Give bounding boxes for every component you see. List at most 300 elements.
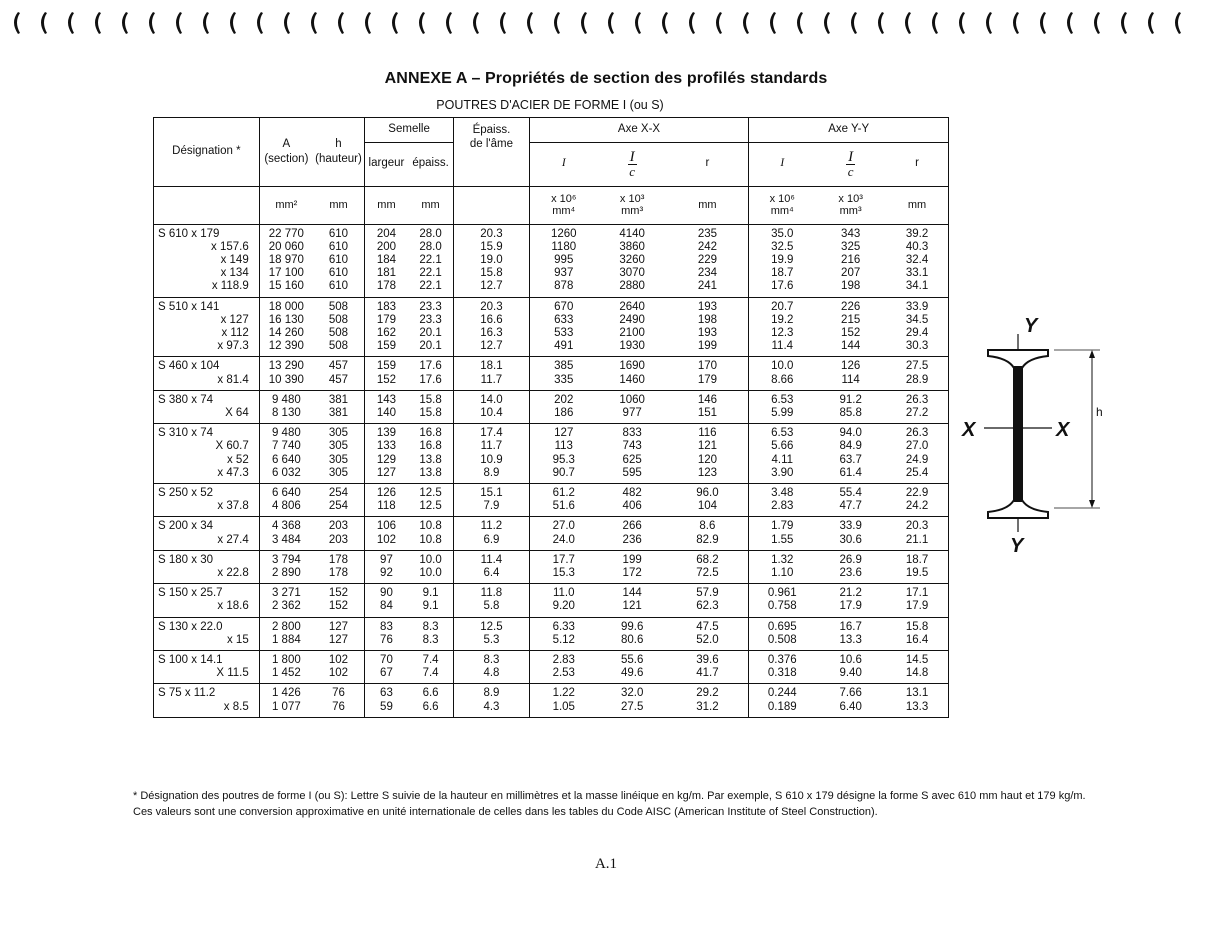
value-cell: 8 130 <box>259 407 313 424</box>
value-cell: 12.5 <box>454 617 530 634</box>
value-cell: 104 <box>697 500 717 513</box>
value-cell: 0.695 <box>749 617 815 634</box>
page-number: A.1 <box>594 856 618 872</box>
value-cell: 3070 <box>619 267 645 280</box>
value-cell: 97 <box>364 550 407 567</box>
binding-holes <box>0 8 1200 68</box>
value-cell: 23.6 <box>839 566 862 579</box>
value-cell: 203 <box>328 533 349 546</box>
value-cell: 28.0 <box>419 240 442 253</box>
value-cell: 26.3 <box>886 390 948 407</box>
designation-cell: x 27.4 <box>217 533 249 546</box>
value-cell: 995 <box>529 254 598 267</box>
binding-hole <box>797 12 803 34</box>
value-cell: 325 <box>841 240 861 253</box>
value-cell: 21.2 <box>815 584 886 601</box>
value-cell: 1.79 <box>749 517 815 534</box>
value-cell: 91.2 <box>815 390 886 407</box>
value-cell: 127 <box>364 467 407 484</box>
value-cell: 55.4 <box>815 483 886 500</box>
value-cell: 178 <box>364 280 407 297</box>
dim-arrow-bottom <box>1089 500 1095 508</box>
value-cell: 335 <box>529 374 598 391</box>
header-height: h (hauteur) <box>313 118 364 186</box>
value-cell: 178 <box>313 550 364 567</box>
value-cell: 1.32 <box>749 550 815 567</box>
value-cell: 743 <box>622 440 642 453</box>
binding-hole <box>743 12 749 34</box>
designation-cell: x 134 <box>220 267 249 280</box>
value-cell: 126 <box>815 357 886 374</box>
units-designation <box>154 186 259 224</box>
value-cell: 13.8 <box>419 466 442 479</box>
value-cell: 215 <box>841 313 861 326</box>
value-cell: 152 <box>364 374 407 391</box>
value-cell: 80.6 <box>620 633 644 646</box>
footnote: * Désignation des poutres de forme I (ou S): Lettre S suivie de la hauteur en millimètres et la masse linéique en kg/m. Par exemple, S 610 x 179 désigne la forme S avec 610 mm haut et 179 kg/m. Ces valeurs sont une conversion approximative en unité internationale de celles dans les tables du Code AISC (American Institute of Steel Construction). <box>133 790 1086 818</box>
binding-hole <box>95 12 101 34</box>
value-cell: 8.9 <box>454 467 530 484</box>
table-row <box>154 440 948 453</box>
value-cell: 186 <box>529 407 598 424</box>
value-cell: 12.7 <box>454 340 530 357</box>
binding-hole <box>122 12 128 34</box>
value-cell: 144 <box>598 584 667 601</box>
value-cell: 236 <box>622 533 642 546</box>
table-row <box>154 467 948 484</box>
value-cell: 118 <box>364 500 407 517</box>
value-cell: 30.3 <box>905 340 929 353</box>
value-cell: 11.0 <box>529 584 598 601</box>
binding-hole <box>68 12 74 34</box>
table-row <box>154 297 948 314</box>
value-cell: 2880 <box>619 280 645 293</box>
value-cell: 305 <box>328 466 349 479</box>
value-cell: 90.7 <box>529 467 598 484</box>
value-cell: 1 800 <box>259 650 313 667</box>
value-cell: 1690 <box>598 357 667 374</box>
value-cell: 102 <box>313 650 364 667</box>
value-cell: 11.8 <box>454 584 530 601</box>
value-cell: 1 077 <box>259 701 313 717</box>
value-cell: 202 <box>529 390 598 407</box>
units-Ix: x 10⁶ mm⁴ <box>529 186 598 224</box>
value-cell: 63 <box>364 684 407 701</box>
value-cell: 610 <box>328 253 349 266</box>
value-cell: 406 <box>622 500 642 513</box>
value-cell: 6.6 <box>408 684 454 701</box>
value-cell: 32.0 <box>598 684 667 701</box>
units-Sy: x 10³ mm³ <box>815 186 886 224</box>
table-row <box>154 584 948 601</box>
table-row <box>154 701 948 717</box>
dim-arrow-top <box>1089 350 1095 358</box>
label-y-top: Y <box>1024 315 1038 337</box>
binding-hole <box>554 12 560 34</box>
table-row <box>154 500 948 517</box>
value-cell: 114 <box>841 373 860 386</box>
value-cell: 4 806 <box>259 500 313 517</box>
value-cell: 533 <box>529 327 598 340</box>
table-row <box>154 667 948 684</box>
designation-cell: x 52 <box>226 453 249 466</box>
value-cell: 10.6 <box>815 650 886 667</box>
value-cell: 19.5 <box>905 566 929 579</box>
value-cell: 34.5 <box>905 313 929 326</box>
value-cell: 99.6 <box>598 617 667 634</box>
value-cell: 10.8 <box>408 517 454 534</box>
value-cell: 181 <box>364 267 407 280</box>
value-cell: 52.0 <box>696 633 719 646</box>
value-cell: 2 890 <box>259 567 313 584</box>
header-Sy: $\frac{I}{c}$ <box>815 142 886 186</box>
value-cell: 2 800 <box>259 617 313 634</box>
value-cell: 15.8 <box>408 390 454 407</box>
value-cell: 491 <box>529 340 598 357</box>
value-cell: 4.3 <box>454 701 530 717</box>
value-cell: 234 <box>697 267 717 280</box>
table-row <box>154 407 948 424</box>
value-cell: 508 <box>328 326 349 339</box>
value-cell: 6.53 <box>749 390 815 407</box>
value-cell: 508 <box>328 313 349 326</box>
value-cell: 14 260 <box>259 327 313 340</box>
binding-hole <box>311 12 317 34</box>
label-x-left: X <box>962 419 976 441</box>
value-cell: 33.1 <box>905 267 929 280</box>
value-cell: 24.9 <box>905 453 929 466</box>
value-cell: 5.3 <box>454 634 530 651</box>
value-cell: 10.0 <box>749 357 815 374</box>
value-cell: 179 <box>364 314 407 327</box>
value-cell: 226 <box>815 297 886 314</box>
value-cell: 1.22 <box>529 684 598 701</box>
value-cell: 305 <box>313 424 364 441</box>
value-cell: 22 770 <box>259 224 313 241</box>
value-cell: 241 <box>697 280 717 293</box>
value-cell: 140 <box>364 407 407 424</box>
value-cell: 139 <box>364 424 407 441</box>
value-cell: 84 <box>364 600 407 617</box>
value-cell: 670 <box>529 297 598 314</box>
value-cell: 76 <box>332 700 345 713</box>
value-cell: 833 <box>598 424 667 441</box>
value-cell: 17.9 <box>839 600 862 613</box>
value-cell: 18.1 <box>454 357 530 374</box>
value-cell: 2.83 <box>529 650 598 667</box>
binding-hole <box>176 12 182 34</box>
binding-hole <box>770 12 776 34</box>
value-cell: 18.7 <box>749 267 815 280</box>
designation-cell: x 47.3 <box>217 466 249 479</box>
value-cell: 184 <box>364 254 407 267</box>
value-cell: 457 <box>313 357 364 374</box>
units-area: mm² <box>259 186 313 224</box>
value-cell: 254 <box>328 500 349 513</box>
page-title: ANNEXE A – Propriétés de section des profilés standards <box>384 70 828 87</box>
units-rx: mm <box>666 186 748 224</box>
designation-cell: x 149 <box>220 253 249 266</box>
designation-cell: x 118.9 <box>211 280 249 293</box>
binding-hole <box>851 12 857 34</box>
value-cell: 5.99 <box>749 407 815 424</box>
units-Sx: x 10³ mm³ <box>598 186 667 224</box>
value-cell: 1 884 <box>259 634 313 651</box>
value-cell: 385 <box>529 357 598 374</box>
value-cell: 6 640 <box>259 483 313 500</box>
value-cell: 27.5 <box>620 700 644 713</box>
value-cell: 7.66 <box>815 684 886 701</box>
designation-cell: S 200 x 34 <box>154 517 259 534</box>
value-cell: 343 <box>841 227 861 240</box>
table-row <box>154 254 948 267</box>
value-cell: 14.5 <box>886 650 948 667</box>
table-row <box>154 267 948 280</box>
value-cell: 96.0 <box>666 483 748 500</box>
value-cell: 15.8 <box>419 406 442 419</box>
value-cell: 13.1 <box>886 684 948 701</box>
value-cell: 204 <box>364 224 407 241</box>
value-cell: 20.1 <box>419 326 442 339</box>
value-cell: 200 <box>364 241 407 254</box>
value-cell: 33.9 <box>886 297 948 314</box>
value-cell: 7.4 <box>422 667 439 680</box>
header-flange-thickness: épaiss. <box>408 142 454 186</box>
designation-cell: S 380 x 74 <box>154 390 259 407</box>
value-cell: 4.11 <box>749 454 815 467</box>
designation-cell: S 150 x 25.7 <box>154 584 259 601</box>
value-cell: 83 <box>364 617 407 634</box>
value-cell: 16.6 <box>454 314 530 327</box>
value-cell: 146 <box>666 390 748 407</box>
value-cell: 15.9 <box>454 241 530 254</box>
binding-hole <box>392 12 398 34</box>
binding-hole <box>1121 12 1127 34</box>
value-cell: 15.8 <box>886 617 948 634</box>
value-cell: 29.2 <box>666 684 748 701</box>
table-row <box>154 280 948 297</box>
value-cell: 47.5 <box>666 617 748 634</box>
value-cell: 17.6 <box>419 373 442 386</box>
designation-cell: x 97.3 <box>217 340 249 353</box>
value-cell: 159 <box>364 340 407 357</box>
value-cell: 0.961 <box>749 584 815 601</box>
value-cell: 7 740 <box>259 440 313 453</box>
value-cell: 151 <box>697 406 717 419</box>
value-cell: 49.6 <box>620 667 644 680</box>
value-cell: 127 <box>313 617 364 634</box>
binding-hole <box>500 12 506 34</box>
value-cell: 381 <box>313 390 364 407</box>
value-cell: 90 <box>364 584 407 601</box>
value-cell: 17.7 <box>529 550 598 567</box>
binding-hole <box>203 12 209 34</box>
value-cell: 16.8 <box>408 424 454 441</box>
value-cell: 26.3 <box>886 424 948 441</box>
binding-hole <box>284 12 290 34</box>
binding-hole <box>230 12 236 34</box>
header-rx: r <box>666 142 748 186</box>
value-cell: 3260 <box>619 253 645 266</box>
binding-hole <box>986 12 992 34</box>
value-cell: 22.1 <box>419 253 442 266</box>
value-cell: 13 290 <box>259 357 313 374</box>
value-cell: 17.1 <box>886 584 948 601</box>
units-ry: mm <box>886 186 948 224</box>
value-cell: 70 <box>364 650 407 667</box>
binding-hole <box>149 12 155 34</box>
value-cell: 1.10 <box>749 567 815 584</box>
value-cell: 68.2 <box>666 550 748 567</box>
value-cell: 6.40 <box>839 700 862 713</box>
value-cell: 116 <box>666 424 748 441</box>
designation-cell: S 610 x 179 <box>158 227 220 240</box>
section-properties-table <box>154 118 948 717</box>
value-cell: 199 <box>598 550 667 567</box>
value-cell: 2.53 <box>529 667 598 684</box>
value-cell: 102 <box>328 667 349 680</box>
value-cell: 10 390 <box>259 374 313 391</box>
value-cell: 17.6 <box>749 280 815 297</box>
binding-hole <box>1040 12 1046 34</box>
value-cell: 28.9 <box>905 373 929 386</box>
value-cell: 5.8 <box>454 600 530 617</box>
value-cell: 120 <box>697 453 717 466</box>
binding-hole <box>446 12 452 34</box>
value-cell: 26.9 <box>815 550 886 567</box>
table-row <box>154 617 948 634</box>
binding-hole <box>365 12 371 34</box>
value-cell: 610 <box>328 240 349 253</box>
value-cell: 11.2 <box>454 517 530 534</box>
value-cell: 242 <box>697 240 717 253</box>
value-cell: 14.8 <box>905 667 929 680</box>
value-cell: 61.4 <box>839 466 862 479</box>
value-cell: 126 <box>364 483 407 500</box>
value-cell: 21.1 <box>905 533 929 546</box>
value-cell: 61.2 <box>529 483 598 500</box>
table-row <box>154 390 948 407</box>
designation-cell: x 22.8 <box>217 566 249 579</box>
value-cell: 235 <box>697 227 717 240</box>
value-cell: 3 484 <box>259 534 313 551</box>
binding-hole <box>878 12 884 34</box>
value-cell: 3860 <box>619 240 645 253</box>
value-cell: 14.0 <box>454 390 530 407</box>
value-cell: 170 <box>666 357 748 374</box>
units-thickness: mm <box>408 186 454 224</box>
table-row <box>154 374 948 391</box>
value-cell: 178 <box>328 566 349 579</box>
value-cell: 10.4 <box>454 407 530 424</box>
value-cell: 625 <box>622 453 642 466</box>
value-cell: 27.2 <box>905 406 929 419</box>
value-cell: 12.5 <box>408 483 454 500</box>
value-cell: 13.3 <box>905 700 929 713</box>
value-cell: 8.66 <box>749 374 815 391</box>
value-cell: 106 <box>364 517 407 534</box>
value-cell: 9.1 <box>422 600 439 613</box>
value-cell: 508 <box>313 297 364 314</box>
designation-cell: x 37.8 <box>217 500 249 513</box>
value-cell: 198 <box>697 313 717 326</box>
designation-cell: S 75 x 11.2 <box>154 684 259 701</box>
value-cell: 85.8 <box>839 406 862 419</box>
value-cell: 9.40 <box>839 667 862 680</box>
table-row <box>154 357 948 374</box>
value-cell: 3 794 <box>259 550 313 567</box>
value-cell: 0.189 <box>749 701 815 717</box>
designation-cell: X 64 <box>225 406 249 419</box>
designation-cell: x 81.4 <box>217 373 249 386</box>
value-cell: 35.0 <box>749 224 815 241</box>
binding-hole <box>932 12 938 34</box>
value-cell: 0.508 <box>749 634 815 651</box>
value-cell: 152 <box>841 326 861 339</box>
table-row <box>154 424 948 441</box>
value-cell: 12.3 <box>749 327 815 340</box>
binding-hole <box>338 12 344 34</box>
value-cell: 6.9 <box>454 534 530 551</box>
value-cell: 17.4 <box>454 424 530 441</box>
value-cell: 22.9 <box>886 483 948 500</box>
binding-hole <box>1013 12 1019 34</box>
table-row <box>154 314 948 327</box>
value-cell: 15 160 <box>259 280 313 297</box>
label-height: h <box>1096 405 1103 419</box>
value-cell: 57.9 <box>666 584 748 601</box>
table-subtitle: POUTRES D'ACIER DE FORME I (ou S) <box>436 98 664 112</box>
designation-cell: x 157.6 <box>211 240 249 253</box>
value-cell: 8.9 <box>454 684 530 701</box>
value-cell: 610 <box>328 267 349 280</box>
value-cell: 193 <box>666 297 748 314</box>
designation-cell: S 250 x 52 <box>154 483 259 500</box>
value-cell: 0.318 <box>749 667 815 684</box>
binding-hole <box>1175 12 1181 34</box>
value-cell: 59 <box>364 701 407 717</box>
value-cell: 2 362 <box>259 600 313 617</box>
value-cell: 0.244 <box>749 684 815 701</box>
value-cell: 76 <box>364 634 407 651</box>
binding-hole <box>473 12 479 34</box>
value-cell: 144 <box>841 340 861 353</box>
value-cell: 305 <box>328 453 349 466</box>
value-cell: 121 <box>697 440 717 453</box>
table-row <box>154 684 948 701</box>
i-beam-figure <box>960 310 1103 560</box>
value-cell: 72.5 <box>696 566 719 579</box>
units-height: mm <box>313 186 364 224</box>
value-cell: 24.2 <box>905 500 929 513</box>
value-cell: 6 640 <box>259 454 313 467</box>
header-flange: Semelle <box>364 118 453 142</box>
value-cell: 11.4 <box>454 550 530 567</box>
value-cell: 95.3 <box>529 454 598 467</box>
value-cell: 198 <box>841 280 861 293</box>
binding-hole <box>824 12 830 34</box>
table-row <box>154 650 948 667</box>
value-cell: 8.3 <box>422 633 439 646</box>
value-cell: 20.3 <box>886 517 948 534</box>
value-cell: 610 <box>328 227 349 240</box>
designation-cell: x 8.5 <box>223 700 249 713</box>
value-cell: 19.9 <box>749 254 815 267</box>
binding-hole <box>716 12 722 34</box>
header-area: A (section) <box>259 118 313 186</box>
header-Ix: I <box>529 142 598 186</box>
value-cell: 16.3 <box>454 327 530 340</box>
